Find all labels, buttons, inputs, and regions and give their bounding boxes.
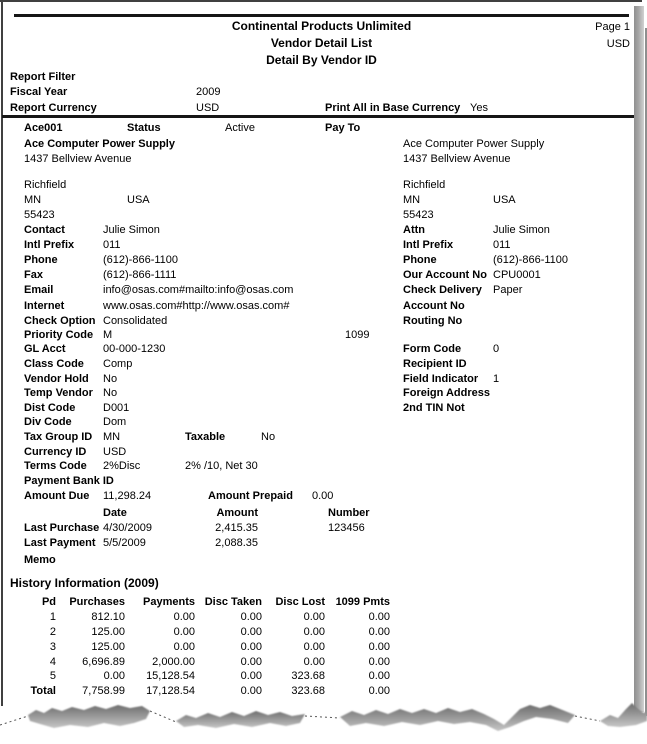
vendor-city: Richfield bbox=[24, 179, 67, 191]
history-cell: 2 bbox=[49, 626, 56, 638]
history-cell: 6,696.89 bbox=[82, 656, 125, 668]
base-currency-label: Print All in Base Currency bbox=[325, 102, 461, 114]
history-cell: 3 bbox=[49, 641, 56, 653]
class-code-value: Comp bbox=[103, 358, 133, 370]
taxable-label: Taxable bbox=[185, 431, 226, 443]
account-no-label: Account No bbox=[403, 300, 465, 312]
vendor-state: MN bbox=[24, 194, 42, 206]
email-label: Email bbox=[24, 284, 54, 296]
history-cell: 0.00 bbox=[240, 611, 262, 623]
flag-1099: 1099 bbox=[345, 329, 370, 341]
temp-vendor-label: Temp Vendor bbox=[24, 387, 93, 399]
last-purchase-number: 123456 bbox=[328, 522, 365, 534]
div-code-value: Dom bbox=[103, 416, 127, 428]
amount-prepaid-value: 0.00 bbox=[312, 490, 334, 502]
last-payment-label: Last Payment bbox=[24, 537, 96, 549]
history-header-purchases: Purchases bbox=[69, 596, 125, 608]
terms-code-desc: 2% /10, Net 30 bbox=[185, 460, 258, 472]
filter-rule bbox=[2, 115, 634, 118]
page-left-edge bbox=[1, 0, 3, 706]
history-total-cell: 323.68 bbox=[291, 685, 325, 697]
history-title: History Information (2009) bbox=[10, 576, 159, 590]
intl-prefix-value: 011 bbox=[103, 239, 121, 251]
page-right-shadow bbox=[634, 6, 644, 712]
history-cell: 0.00 bbox=[240, 641, 262, 653]
payto-street: 1437 Bellview Avenue bbox=[403, 153, 511, 165]
vendor-hold-value: No bbox=[103, 373, 118, 385]
check-option-label: Check Option bbox=[24, 315, 96, 327]
email-value: info@osas.com#mailto:info@osas.com bbox=[103, 284, 294, 296]
history-cell: 0.00 bbox=[368, 656, 390, 668]
vendor-name: Ace Computer Power Supply bbox=[24, 138, 175, 150]
activity-col-number: Number bbox=[328, 507, 370, 519]
company-name: Continental Products Unlimited bbox=[231, 19, 412, 33]
dist-code-label: Dist Code bbox=[24, 402, 76, 414]
status-label: Status bbox=[127, 122, 161, 134]
intl-prefix-right-label: Intl Prefix bbox=[403, 239, 454, 251]
torn-paper-edge bbox=[0, 699, 647, 744]
priority-code-label: Priority Code bbox=[24, 329, 94, 341]
activity-col-date: Date bbox=[103, 507, 127, 519]
history-cell: 0.00 bbox=[303, 641, 325, 653]
temp-vendor-value: No bbox=[103, 387, 118, 399]
history-header-pd: Pd bbox=[41, 596, 56, 608]
terms-code-value: 2%Disc bbox=[103, 460, 141, 472]
fiscal-year-value: 2009 bbox=[196, 86, 221, 98]
last-purchase-amount: 2,415.35 bbox=[215, 522, 258, 534]
last-purchase-date: 4/30/2009 bbox=[103, 522, 152, 534]
contact-value: Julie Simon bbox=[103, 224, 160, 236]
intl-prefix-right-value: 011 bbox=[493, 239, 511, 251]
history-cell: 0.00 bbox=[173, 641, 195, 653]
history-total-label: Total bbox=[30, 685, 56, 697]
history-header-disc-lost: Disc Lost bbox=[275, 596, 325, 608]
fax-value: (612)-866-1111 bbox=[103, 269, 177, 281]
history-cell: 0.00 bbox=[303, 626, 325, 638]
history-header-1099-pmts: 1099 Pmts bbox=[335, 596, 390, 608]
report-currency-code: USD bbox=[606, 38, 630, 50]
history-total-cell: 0.00 bbox=[240, 685, 262, 697]
history-cell: 125.00 bbox=[91, 641, 125, 653]
intl-prefix-label: Intl Prefix bbox=[24, 239, 75, 251]
report-filter-heading: Report Filter bbox=[10, 71, 76, 83]
vendor-zip: 55423 bbox=[24, 209, 55, 221]
history-cell: 0.00 bbox=[240, 656, 262, 668]
form-code-label: Form Code bbox=[403, 343, 462, 355]
history-cell: 0.00 bbox=[303, 656, 325, 668]
phone-right-value: (612)-866-1100 bbox=[493, 254, 569, 266]
phone-label: Phone bbox=[24, 254, 58, 266]
history-cell: 0.00 bbox=[240, 626, 262, 638]
history-cell: 0.00 bbox=[368, 641, 390, 653]
history-cell: 0.00 bbox=[173, 611, 195, 623]
internet-label: Internet bbox=[24, 300, 65, 312]
gl-acct-label: GL Acct bbox=[24, 343, 66, 355]
activity-col-amount: Amount bbox=[216, 507, 258, 519]
report-title: Vendor Detail List bbox=[270, 36, 373, 50]
gl-acct-value: 00-000-1230 bbox=[103, 343, 166, 355]
history-header-payments: Payments bbox=[143, 596, 195, 608]
history-cell: 0.00 bbox=[368, 670, 390, 682]
history-total-cell: 7,758.99 bbox=[82, 685, 125, 697]
amount-prepaid-label: Amount Prepaid bbox=[208, 490, 293, 502]
taxable-value: No bbox=[261, 431, 276, 443]
attn-label: Attn bbox=[403, 224, 425, 236]
fax-label: Fax bbox=[24, 269, 43, 281]
history-cell: 323.68 bbox=[291, 670, 325, 682]
page-number: Page 1 bbox=[595, 21, 630, 33]
fiscal-year-label: Fiscal Year bbox=[10, 86, 68, 98]
history-total-cell: 17,128.54 bbox=[146, 685, 195, 697]
recipient-id-label: Recipient ID bbox=[403, 358, 467, 370]
payment-bank-label: Payment Bank ID bbox=[24, 475, 114, 487]
history-cell: 0.00 bbox=[103, 670, 125, 682]
history-cell: 0.00 bbox=[173, 626, 195, 638]
form-code-value: 0 bbox=[493, 343, 500, 355]
history-cell: 1 bbox=[49, 611, 56, 623]
check-delivery-label: Check Delivery bbox=[403, 284, 482, 296]
report-currency-label: Report Currency bbox=[10, 102, 97, 114]
priority-code-value: M bbox=[103, 329, 113, 341]
tax-group-label: Tax Group ID bbox=[24, 431, 93, 443]
check-option-value: Consolidated bbox=[103, 315, 168, 327]
internet-value: www.osas.com#http://www.osas.com# bbox=[103, 300, 290, 312]
dist-code-value: D001 bbox=[103, 402, 130, 414]
contact-label: Contact bbox=[24, 224, 65, 236]
history-cell: 0.00 bbox=[368, 626, 390, 638]
class-code-label: Class Code bbox=[24, 358, 84, 370]
amount-due-label: Amount Due bbox=[24, 490, 90, 502]
field-indicator-label: Field Indicator bbox=[403, 373, 479, 385]
phone-value: (612)-866-1100 bbox=[103, 254, 179, 266]
foreign-address-label: Foreign Address bbox=[403, 387, 490, 399]
history-cell: 5 bbox=[49, 670, 56, 682]
header-rule bbox=[14, 14, 629, 17]
history-total-cell: 0.00 bbox=[368, 685, 390, 697]
routing-no-label: Routing No bbox=[403, 315, 463, 327]
last-purchase-label: Last Purchase bbox=[24, 522, 100, 534]
div-code-label: Div Code bbox=[24, 416, 72, 428]
page-top-edge bbox=[0, 0, 642, 2]
report-subtitle: Detail By Vendor ID bbox=[266, 53, 377, 67]
memo-label: Memo bbox=[24, 554, 56, 566]
base-currency-value: Yes bbox=[470, 102, 488, 114]
history-cell: 125.00 bbox=[91, 626, 125, 638]
history-cell: 15,128.54 bbox=[146, 670, 195, 682]
history-cell: 0.00 bbox=[303, 611, 325, 623]
history-cell: 0.00 bbox=[368, 611, 390, 623]
last-payment-date: 5/5/2009 bbox=[103, 537, 146, 549]
vendor-hold-label: Vendor Hold bbox=[24, 373, 89, 385]
attn-value: Julie Simon bbox=[493, 224, 550, 236]
our-account-value: CPU0001 bbox=[493, 269, 541, 281]
history-cell: 4 bbox=[49, 656, 56, 668]
vendor-street: 1437 Bellview Avenue bbox=[24, 153, 132, 165]
status-value: Active bbox=[225, 122, 255, 134]
last-payment-amount: 2,088.35 bbox=[215, 537, 258, 549]
vendor-country: USA bbox=[127, 194, 150, 206]
payto-zip: 55423 bbox=[403, 209, 434, 221]
payto-state: MN bbox=[403, 194, 421, 206]
pay-to-label: Pay To bbox=[325, 122, 361, 134]
history-cell: 812.10 bbox=[91, 611, 125, 623]
payto-name: Ace Computer Power Supply bbox=[403, 138, 545, 150]
field-indicator-value: 1 bbox=[493, 373, 500, 385]
currency-id-label: Currency ID bbox=[24, 446, 87, 458]
currency-id-value: USD bbox=[103, 446, 127, 458]
payto-city: Richfield bbox=[403, 179, 446, 191]
amount-due-value: 11,298.24 bbox=[103, 490, 152, 502]
vendor-id: Ace001 bbox=[24, 122, 63, 134]
report-currency-value: USD bbox=[196, 102, 220, 114]
history-header-disc-taken: Disc Taken bbox=[204, 596, 262, 608]
phone-right-label: Phone bbox=[403, 254, 437, 266]
payto-country: USA bbox=[493, 194, 516, 206]
history-cell: 2,000.00 bbox=[152, 656, 195, 668]
tax-group-value: MN bbox=[103, 431, 121, 443]
check-delivery-value: Paper bbox=[493, 284, 523, 296]
terms-code-label: Terms Code bbox=[24, 460, 87, 472]
second-tin-label: 2nd TIN Not bbox=[403, 402, 465, 414]
history-cell: 0.00 bbox=[240, 670, 262, 682]
our-account-label: Our Account No bbox=[403, 269, 487, 281]
